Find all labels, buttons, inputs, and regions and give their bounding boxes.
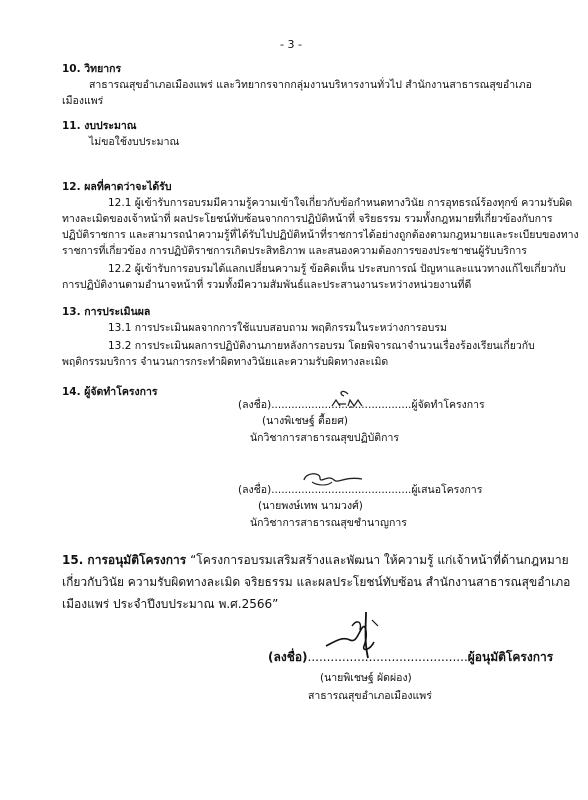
approver-name: (นายพิเชษฐ์ ผัดผ่อง) xyxy=(320,672,412,684)
section-12-2-line-2: การปฏิบัติงานตามอำนาจหน้าที่ รวมทั้งมีความสัมพันธ์และประสานงานระหว่างหน่วยงานที่ดี xyxy=(62,279,472,291)
section-12-heading: 12. ผลที่คาดว่าจะได้รับ xyxy=(62,181,172,193)
approver-role: ผู้อนุมัติโครงการ xyxy=(467,650,554,664)
preparer-sign-line xyxy=(238,399,485,412)
section-10-line-1: สาธารณสุขอำเภอเมืองแพร่ และวิทยากรจากกลุ่มงานบริหารงานทั่วไป สำนักงานสาธารณสุขอำเภอ xyxy=(89,79,532,91)
section-11-heading: 11. งบประมาณ xyxy=(62,120,137,132)
section-10-heading: 10. วิทยากร xyxy=(62,63,122,75)
preparer-role: ผู้จัดทำโครงการ xyxy=(411,399,485,411)
proposer-sign-dots: .......................................... xyxy=(271,484,412,496)
preparer-sign-prefix: (ลงชื่อ) xyxy=(238,399,272,411)
section-12-1-line-1: 12.1 ผู้เข้ารับการอบรมมีความรู้ความเข้าใจเกี่ยวกับข้อกำหนดทางวินัย การอุทธรณ์ร้องทุกข์ ความรับผิด xyxy=(108,197,573,209)
section-12-1-line-3: ปฏิบัติราชการ และสามารถนำความรู้ที่ได้รับไปปฏิบัติหน้าที่ราชการได้อย่างถูกต้องตามกฎหมายและระเบียบของทาง xyxy=(62,229,579,241)
section-15-heading: 15. การอนุมัติโครงการ xyxy=(62,553,187,567)
section-11-line-1: ไม่ขอใช้งบประมาณ xyxy=(89,136,180,148)
section-15-text-1: “โครงการอบรมเสริมสร้างและพัฒนา ให้ความรู้ แก่เจ้าหน้าที่ด้านกฎหมาย xyxy=(190,553,569,567)
page-number: - 3 - xyxy=(280,38,302,51)
section-15-line-3: เมืองแพร่ ประจำปีงบประมาณ พ.ศ.2566” xyxy=(62,597,279,611)
preparer-position: นักวิชาการสาธารณสุขปฏิบัติการ xyxy=(250,432,400,444)
section-12-2-line-1: 12.2 ผู้เข้ารับการอบรมได้แลกเปลี่ยนความรู้ ข้อคิดเห็น ประสบการณ์ ปัญหาและแนวทางแก้ไขเกี่ยวกับ xyxy=(108,263,566,275)
approver-sign-line xyxy=(268,650,553,665)
section-13-heading: 13. การประเมินผล xyxy=(62,306,151,318)
proposer-sign-prefix: (ลงชื่อ) xyxy=(238,484,272,496)
section-12-1-line-4: ราชการที่เกี่ยวข้อง การปฏิบัติราชการเกิดประสิทธิภาพ และสนองความต้องการของประชาชนผู้รับบริการ xyxy=(62,245,527,257)
section-13-item-1: 13.1 การประเมินผลจากการใช้แบบสอบถาม พฤติกรรมในระหว่างการอบรม xyxy=(108,322,447,334)
approver-position: สาธารณสุขอำเภอเมืองแพร่ xyxy=(308,690,432,702)
approver-sign-prefix: (ลงชื่อ) xyxy=(268,650,308,664)
section-10-line-2: เมืองแพร่ xyxy=(62,95,104,107)
proposer-position: นักวิชาการสาธารณสุขชำนาญการ xyxy=(250,517,407,529)
section-13-item-2-line-1: 13.2 การประเมินผลการปฏิบัติงานภายหลังการอบรม โดยพิจารณาจำนวนเรื่องร้องเรียนเกี่ยวกับ xyxy=(108,340,535,352)
approver-sign-dots: .......................................... xyxy=(307,650,468,664)
preparer-name: (นางพิเชษฐ์ ตื้อยศ) xyxy=(262,415,349,427)
preparer-sign-dots: .......................................... xyxy=(271,399,412,411)
proposer-name: (นายพงษ์เทพ นามวงศ์) xyxy=(258,500,363,512)
section-14-heading: 14. ผู้จัดทำโครงการ xyxy=(62,386,158,398)
section-15-line-1 xyxy=(62,553,569,568)
proposer-sign-line xyxy=(238,484,482,497)
section-12-1-line-2: ทางละเมิดของเจ้าหน้าที่ ผลประโยชน์ทับซ้อนจากการปฏิบัติหน้าที่ จริยธรรม รวมทั้งกฎหมายที่เกี่ยวข้องกับการ xyxy=(62,213,553,225)
proposer-role: ผู้เสนอโครงการ xyxy=(411,484,483,496)
section-13-item-2-line-2: พฤติกรรมบริการ จำนวนการกระทำผิดทางวินัยและความรับผิดทางละเมิด xyxy=(62,356,389,368)
section-15-line-2: เกี่ยวกับวินัย ความรับผิดทางละเมิด จริยธรรม และผลประโยชน์ทับซ้อน สำนักงานสาธารณสุขอำเภอ xyxy=(62,575,571,589)
